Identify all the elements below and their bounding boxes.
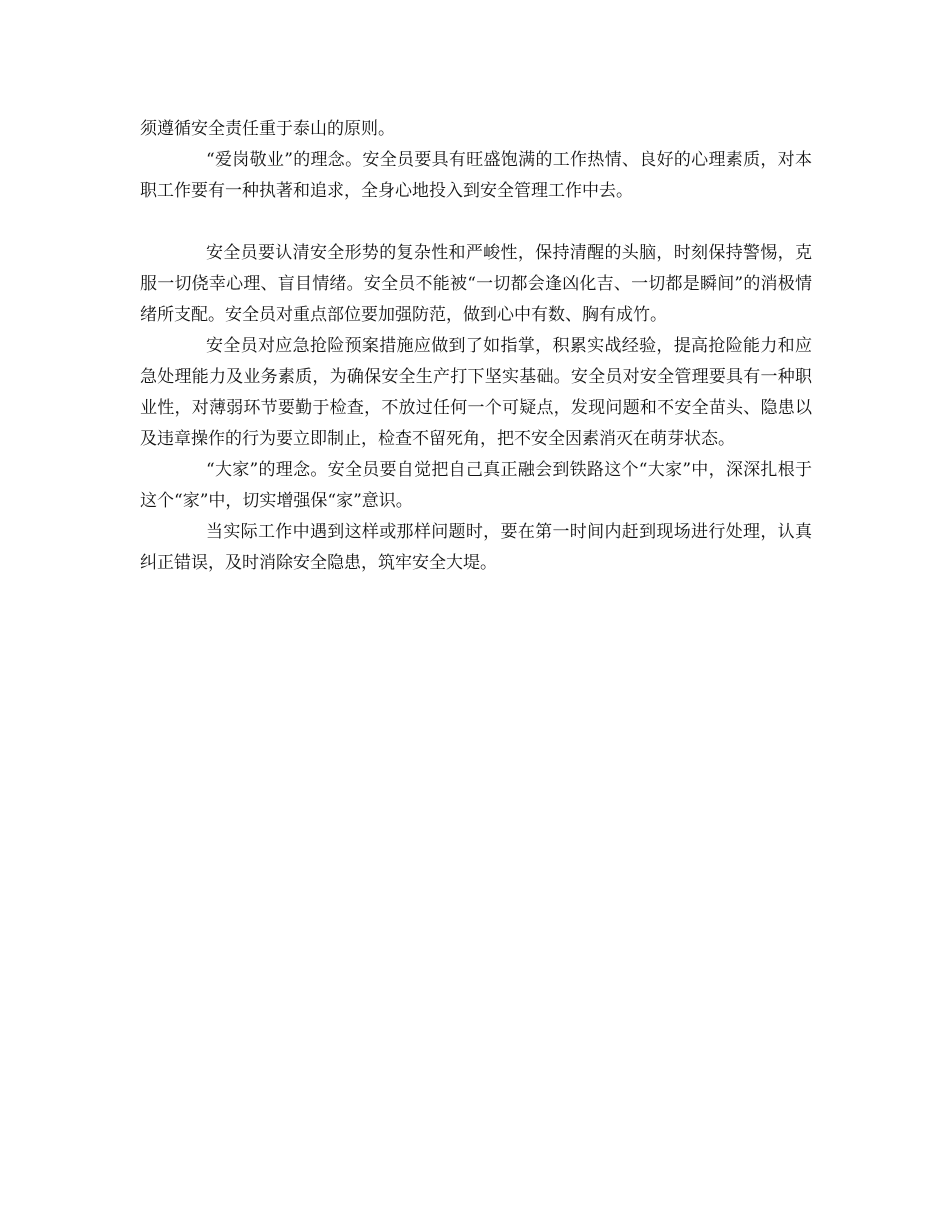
paragraph-family: “大家”的理念。安全员要自觉把自己真正融会到铁路这个“大家”中，深深扎根于这个“家”中，切实增强保“家”意识。 [140,460,812,511]
paragraph-emergency: 安全员对应急抢险预案措施应做到了如指掌，积累实战经验，提高抢险能力和应急处理能力及业务素质，为确保安全生产打下坚实基础。安全员对安全管理要具有一种职业性，对薄弱环节要勤于检查，不放过任何一个可疑点，发现问题和不安全苗头、隐患以及违章操作的行为要立即制止，检查不留死角，把不安全因素消灭在萌芽状态。 [140,336,812,449]
paragraph-continuation: 须遵循安全责任重于泰山的原则。 [140,119,395,139]
paragraph-dedication: “爱岗敬业”的理念。安全员要具有旺盛饱满的工作热情、良好的心理素质，对本职工作要有一种执著和追求，全身心地投入到安全管理工作中去。 [140,150,812,201]
paragraph-spacer [140,207,812,238]
paragraph-response: 当实际工作中遇到这样或那样问题时，要在第一时间内赶到现场进行处理，认真纠正错误，及时消除安全隐患，筑牢安全大堤。 [140,522,812,573]
paragraph-vigilance: 安全员要认清安全形势的复杂性和严峻性，保持清醒的头脑，时刻保持警惕，克服一切侥幸心理、盲目情绪。安全员不能被“一切都会逢凶化吉、一切都是瞬间”的消极情绪所支配。安全员对重点部位要加强防范，做到心中有数、胸有成竹。 [140,243,812,325]
document-body [140,114,812,579]
